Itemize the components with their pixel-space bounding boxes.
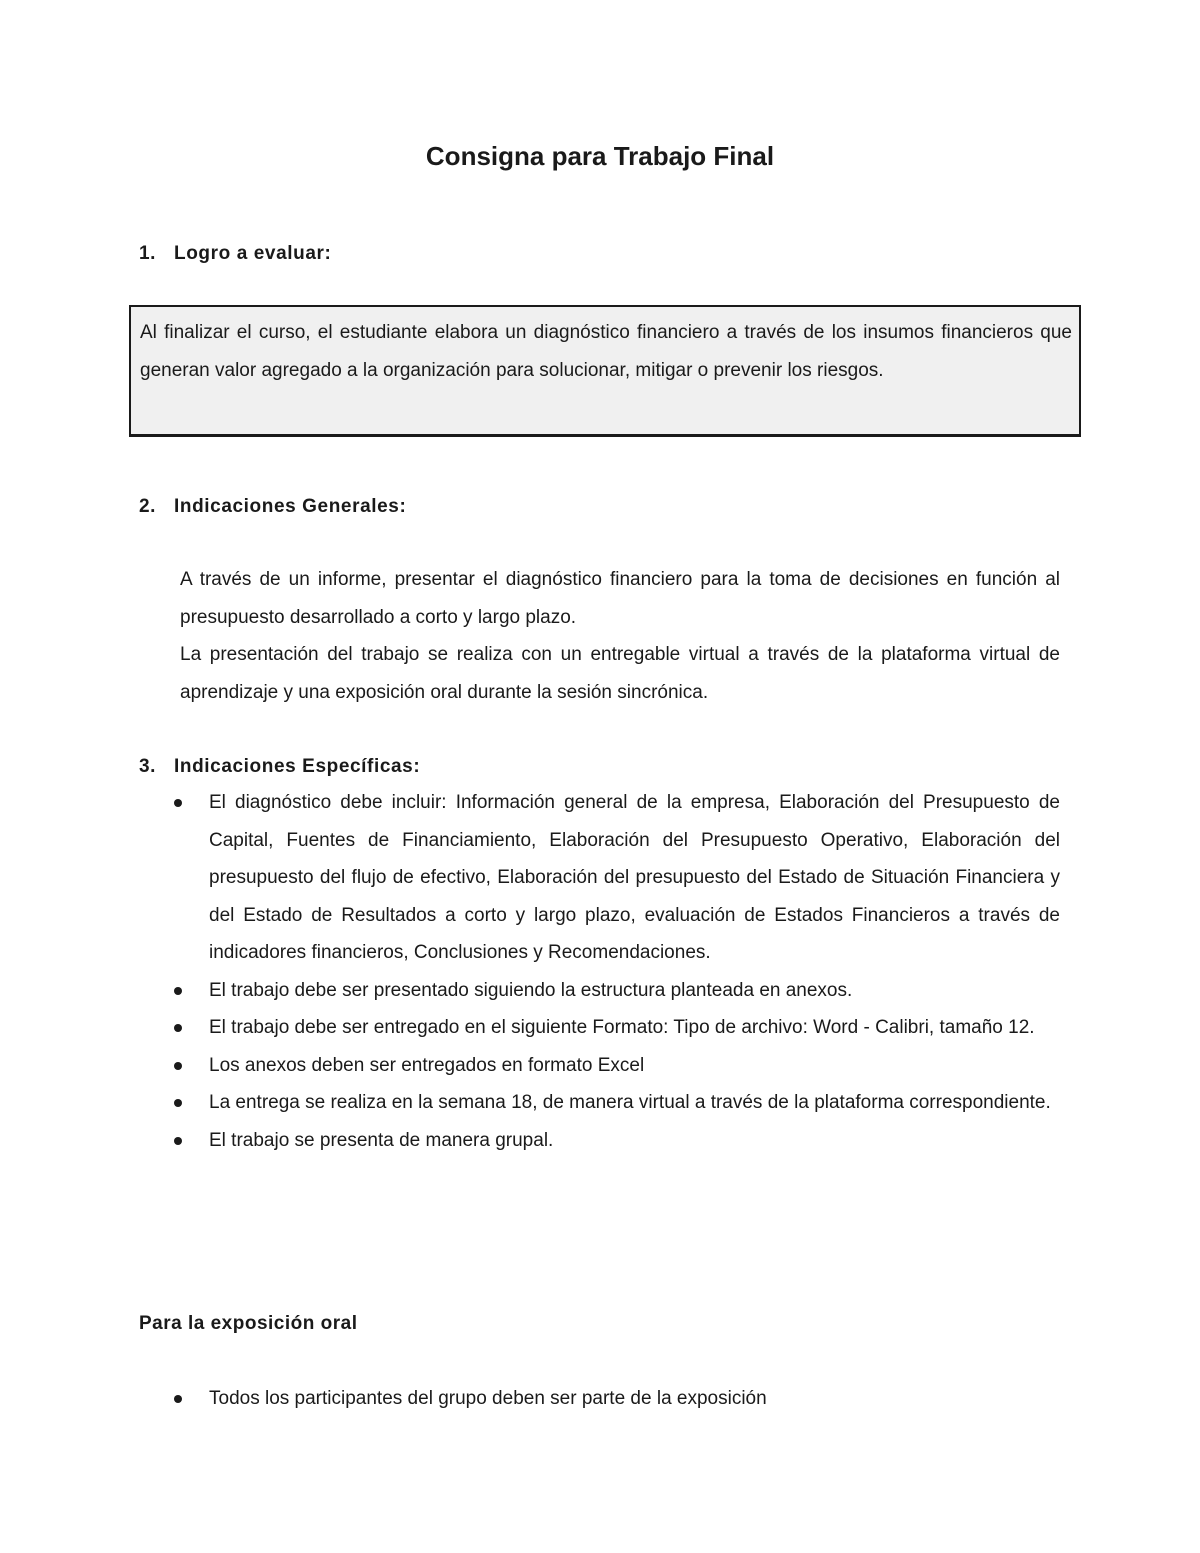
list-item (0, 1122, 1060, 1160)
general-paragraph-2: La presentación del trabajo se realiza con un entregable virtual a través de la plataforma virtual de aprendizaje y una exposición oral durante la sesión sincrónica. (180, 644, 1060, 703)
list-item-text: Todos los participantes del grupo deben ser parte de la exposición (209, 1388, 767, 1409)
oral-bullet-list (0, 1380, 1200, 1418)
list-item-text: El diagnóstico debe incluir: Información general de la empresa, Elaboración del Presupuesto de Capital, Fuentes de Financiamiento, Elaboración del Presupuesto Operativo, Elaboración del presupuesto del flujo de efectivo, Elaboración del presupuesto del Estado de Situación Financiera y del Estado de Resultados a corto y largo plazo, evaluación de Estados Financieros a través de indicadores financieros, Conclusiones y Recomendaciones. (209, 792, 1060, 963)
list-item-text: Los anexos deben ser entregados en formato Excel (209, 1054, 645, 1076)
section-1-heading (139, 241, 331, 267)
bullet-icon (174, 1395, 182, 1403)
section-2-number: 2. (139, 496, 157, 517)
list-item-text: La entrega se realiza en la semana 18, de manera virtual a través de la plataforma correspondiente. (209, 1092, 1051, 1113)
list-item (0, 1047, 1060, 1085)
section-1-title: Logro a evaluar: (174, 243, 332, 264)
section-2-title: Indicaciones Generales: (174, 496, 407, 517)
section-1-number: 1. (139, 243, 157, 264)
section-3-title: Indicaciones Específicas: (174, 756, 421, 777)
general-paragraph-1: A través de un informe, presentar el diagnóstico financiero para la toma de decisiones en función al presupuesto desarrollado a corto y largo plazo. (180, 569, 1060, 628)
bullet-icon (174, 1137, 182, 1145)
bullet-icon (174, 1099, 182, 1107)
list-item (0, 1009, 1060, 1047)
list-item (0, 972, 1060, 1010)
document-title: Consigna para Trabajo Final (425, 141, 775, 171)
list-item-text: El trabajo se presenta de manera grupal. (209, 1129, 554, 1151)
bullet-icon (174, 799, 182, 807)
section-2-heading (139, 494, 406, 520)
bullet-icon (174, 987, 182, 995)
list-item (0, 784, 1060, 972)
bullet-icon (174, 1024, 182, 1032)
list-item-text: El trabajo debe ser presentado siguiendo la estructura planteada en anexos. (209, 979, 853, 1001)
oral-presentation-heading: Para la exposición oral (139, 1313, 358, 1334)
list-item (0, 1380, 1060, 1418)
bullet-icon (174, 1062, 182, 1070)
list-item (0, 1084, 1060, 1122)
specific-bullet-list (0, 784, 1200, 1159)
section-3-number: 3. (139, 756, 157, 777)
section-3-heading (139, 754, 420, 780)
achievement-text: Al finalizar el curso, el estudiante elabora un diagnóstico financiero a través de los insumos financieros que generan valor agregado a la organización para solucionar, mitigar o prevenir los riesgos. (140, 322, 1072, 381)
achievement-box (129, 305, 1081, 437)
list-item-text: El trabajo debe ser entregado en el siguiente Formato: Tipo de archivo: Word - Calibri, tamaño 12. (209, 1017, 1035, 1038)
